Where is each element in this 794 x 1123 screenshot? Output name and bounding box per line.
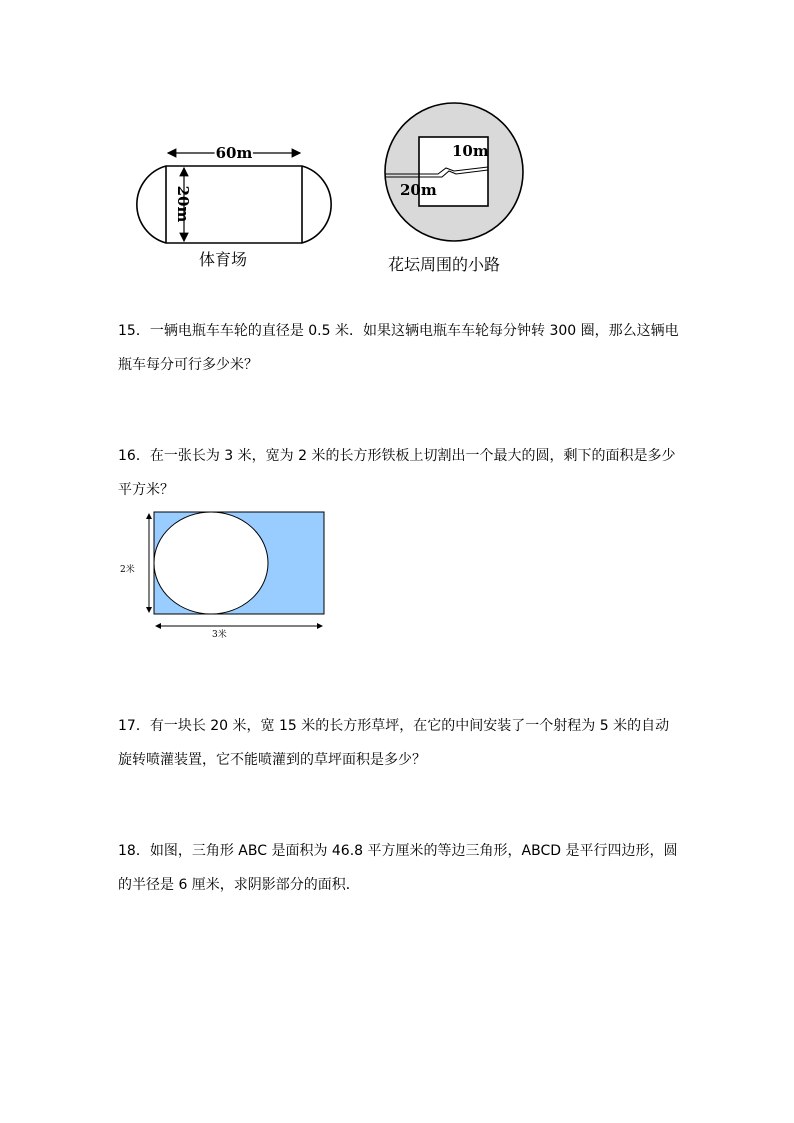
question-text: 在一张长为 3 米，宽为 2 米的长方形铁板上切割出一个最大的圆，剩下的面积是多少平方米？ [118,448,676,498]
question-15 [118,314,683,382]
question-18 [118,834,683,902]
width-label: 3米 [212,630,227,640]
stadium-length-label: 60m [215,144,253,162]
question-text: 一辆电瓶车车轮的直径是 0.5 米．如果这辆电瓶车车轮每分钟转 300 圈，那么这辆电瓶车每分可行多少米？ [118,323,679,373]
stadium-figure [118,138,348,248]
stadium-caption: 体育场 [199,250,248,269]
height-label: 2米 [120,565,135,575]
rect-circle-figure [118,505,333,645]
stadium-width-label: 20m [174,185,192,223]
flowerbed-figure [382,100,527,245]
question-text: 如图，三角形 ABC 是面积为 46.8 平方厘米的等边三角形，ABCD 是平行四边形，圆的半径是 6 厘米，求阴影部分的面积． [118,843,678,893]
question-number: 16． [118,448,150,464]
question-number: 17． [118,718,150,734]
flowerbed-outer-label: 20m [400,181,437,199]
flowerbed-caption: 花坛周围的小路 [388,255,501,274]
question-16 [118,439,683,507]
question-number: 15． [118,323,150,339]
flowerbed-inner-label: 10m [452,142,489,160]
cut-circle [154,512,268,614]
question-17 [118,709,683,777]
question-text: 有一块长 20 米，宽 15 米的长方形草坪，在它的中间安装了一个射程为 5 米的自动旋转喷灌装置，它不能喷灌到的草坪面积是多少？ [118,718,670,768]
question-number: 18． [118,843,150,859]
